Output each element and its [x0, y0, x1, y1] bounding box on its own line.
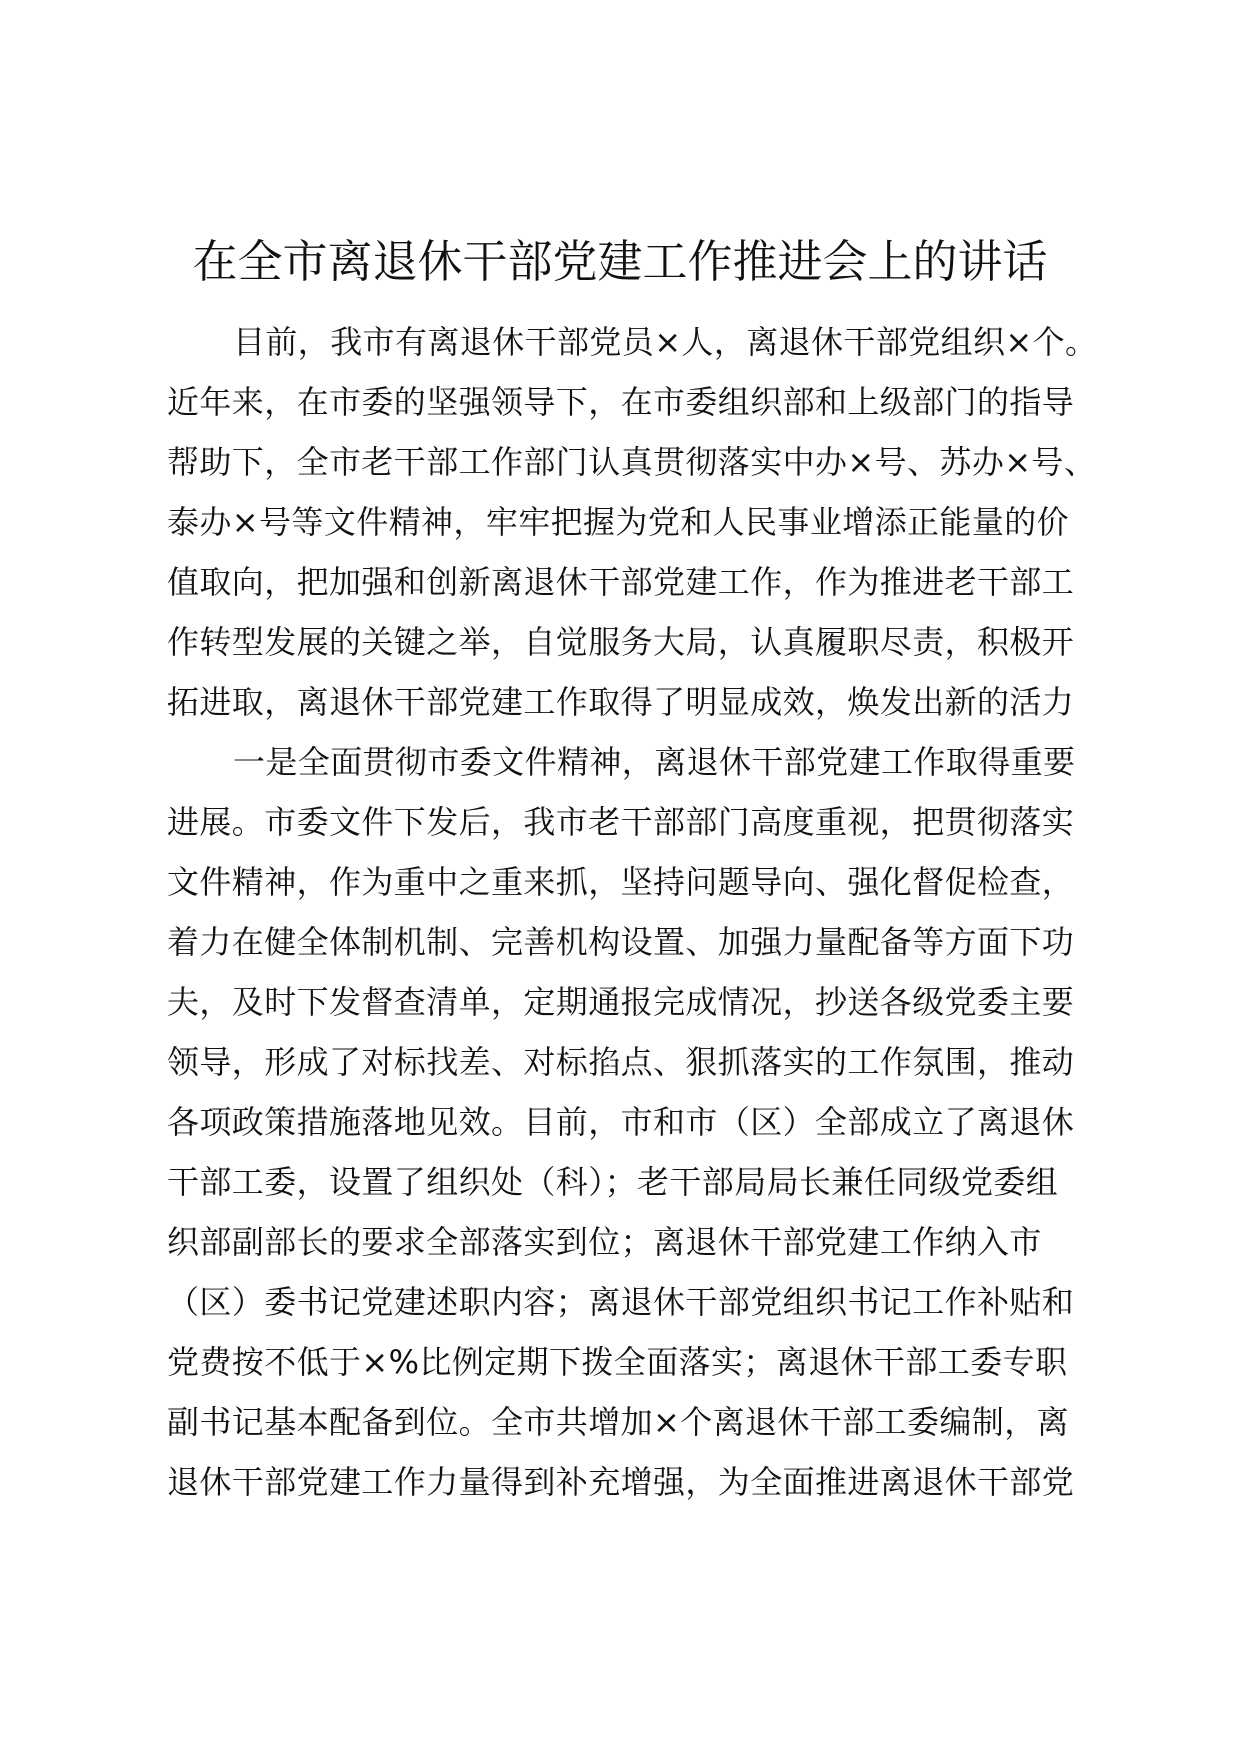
paragraph-line: 一是全面贯彻市委文件精神，离退休干部党建工作取得重要 [233, 743, 1076, 781]
paragraph-line: 文件精神，作为重中之重来抓，坚持问题导向、强化督促检查， [167, 863, 1075, 901]
paragraph-line: 领导，形成了对标找差、对标掐点、狠抓落实的工作氛围，推动 [167, 1043, 1075, 1081]
paragraph-line: 各项政策措施落地见效。目前，市和市（区）全部成立了离退休 [167, 1103, 1075, 1141]
paragraph-line: 着力在健全体制机制、完善机构设置、加强力量配备等方面下功 [167, 923, 1075, 961]
paragraph-line: 党费按不低于×%比例定期下拨全面落实；离退休干部工委专职 [167, 1343, 1068, 1381]
paragraph-line: 副书记基本配备到位。全市共增加×个离退休干部工委编制，离 [167, 1403, 1070, 1441]
paragraph-line: 夫，及时下发督查清单，定期通报完成情况，抄送各级党委主要 [167, 983, 1075, 1021]
paragraph-line: 近年来，在市委的坚强领导下，在市委组织部和上级部门的指导 [167, 383, 1075, 421]
paragraph-line: 帮助下，全市老干部工作部门认真贯彻落实中办×号、苏办×号、 [167, 443, 1097, 481]
paragraph-line: 拓进取，离退休干部党建工作取得了明显成效，焕发出新的活力 [167, 683, 1075, 721]
paragraph-line: 目前，我市有离退休干部党员×人，离退休干部党组织×个。 [233, 323, 1098, 361]
paragraph-line: （区）委书记党建述职内容；离退休干部党组织书记工作补贴和 [167, 1283, 1075, 1321]
paragraph-line: 作转型发展的关键之举，自觉服务大局，认真履职尽责，积极开 [167, 623, 1075, 661]
paragraph-line: 干部工委，设置了组织处（科）；老干部局局长兼任同级党委组 [167, 1163, 1059, 1201]
document-body [167, 312, 1117, 1512]
paragraph-line: 退休干部党建工作力量得到补充增强，为全面推进离退休干部党 [167, 1463, 1075, 1501]
document-title: 在全市离退休干部党建工作推进会上的讲话 [192, 235, 1048, 288]
paragraph-line: 泰办×号等文件精神，牢牢把握为党和人民事业增添正能量的价 [167, 503, 1070, 541]
paragraph-line: 进展。市委文件下发后，我市老干部部门高度重视，把贯彻落实 [167, 803, 1075, 841]
paragraph-line: 织部副部长的要求全部落实到位；离退休干部党建工作纳入市 [167, 1223, 1042, 1261]
paragraph-line: 值取向，把加强和创新离退休干部党建工作，作为推进老干部工 [167, 563, 1075, 601]
